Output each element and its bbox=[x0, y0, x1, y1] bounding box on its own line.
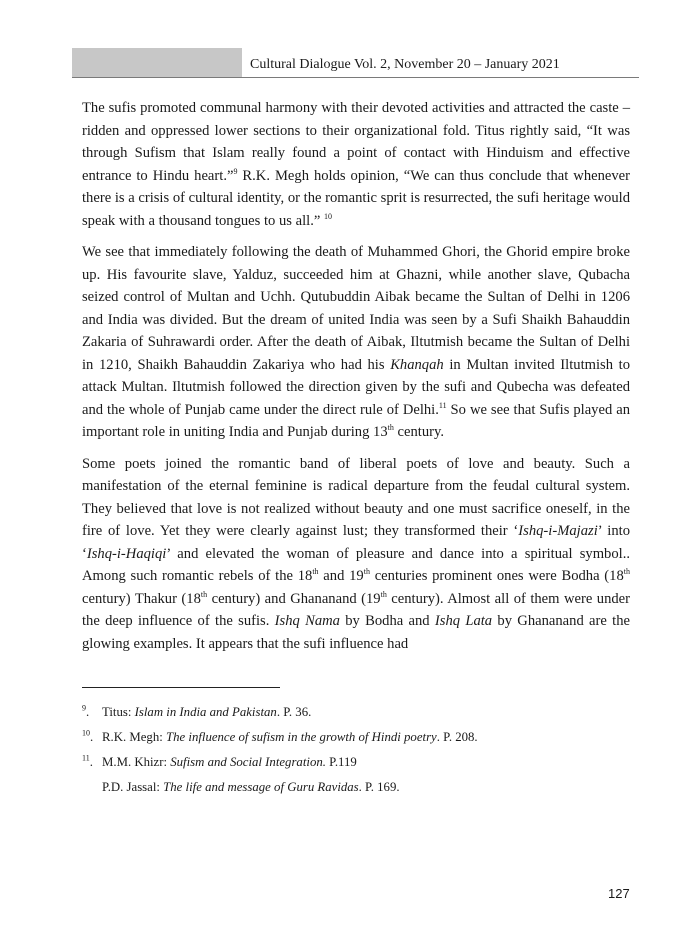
page-number: 127 bbox=[608, 886, 630, 901]
ordinal-suffix: th bbox=[623, 567, 630, 577]
article-body bbox=[82, 97, 630, 664]
footnote-author: R.K. Megh: bbox=[102, 730, 166, 744]
footnote-ref-10[interactable]: 10 bbox=[323, 211, 332, 221]
text-run: Some poets joined the romantic band of liberal poets of love and beauty. Such a manifestation of the eternal feminine is radical departure from the feudal cultural system. They believed that love is not realized without beauty and one must sacrifice oneself, in the fire of love. Yet they were clearly against lust; they transformed their ‘ bbox=[82, 455, 630, 539]
text-run: and 19 bbox=[318, 568, 364, 584]
footnote-number: 9 bbox=[82, 703, 86, 713]
ordinal-suffix: th bbox=[312, 567, 319, 577]
text-run: century) and Ghananand (19 bbox=[207, 590, 381, 607]
text-run: by Ghananand are the glowing examples. It appears that the sufi influence had bbox=[82, 613, 630, 652]
footnote-marker bbox=[82, 727, 102, 747]
footnote-title: Islam in India and Pakistan bbox=[134, 705, 277, 719]
footnote-11-continued bbox=[82, 777, 642, 802]
footnote-page: P.119 bbox=[325, 755, 357, 769]
text-run: R.K. Megh holds opinion, “We can thus conclude that whenever there is a crisis of cultural identity, or the romantic sprit is resurrected, the sufi heritage would speak with a thousand tongues to us all.” bbox=[82, 167, 631, 229]
footnotes bbox=[82, 702, 642, 802]
italic-title-ishq-lata: Ishq Lata bbox=[434, 613, 493, 629]
footnote-11 bbox=[82, 752, 642, 777]
footnote-ref-9[interactable]: 9 bbox=[233, 166, 238, 176]
text-run: ’ and elevated the woman of pleasure and dance into a spiritual symbol.. Among such romantic rebels of the 18 bbox=[82, 545, 630, 584]
running-header: Cultural Dialogue Vol. 2, November 20 – January 2021 bbox=[250, 57, 560, 72]
text-run: ’ into ‘ bbox=[82, 523, 630, 562]
text-run: by Bodha and bbox=[339, 613, 435, 629]
footnote-page: . P. 169. bbox=[358, 780, 400, 794]
italic-term-khanqah: Khanqah bbox=[390, 356, 444, 373]
paragraph-2 bbox=[82, 241, 630, 444]
footnote-separator-mark: . bbox=[89, 755, 93, 769]
footnote-separator bbox=[82, 687, 280, 688]
ordinal-suffix: th bbox=[363, 567, 370, 577]
footnote-marker bbox=[82, 752, 102, 772]
text-run: So we see that Sufis played an important role in uniting India and Punjab during 13 bbox=[82, 401, 630, 440]
footnote-author: P.D. Jassal: bbox=[102, 780, 164, 794]
italic-title-ishq-nama: Ishq Nama bbox=[274, 613, 340, 629]
footnote-number: 11 bbox=[82, 753, 90, 763]
footnote-9 bbox=[82, 702, 642, 727]
ordinal-suffix: th bbox=[380, 589, 387, 599]
text-run: century) Thakur (18 bbox=[82, 590, 201, 607]
italic-term-ishq-i-haqiqi: Ishq-i-Haqiqi bbox=[86, 545, 167, 562]
header-rule bbox=[72, 77, 639, 78]
footnote-title: The life and message of Guru Ravidas bbox=[163, 780, 359, 794]
footnote-title: Sufism and Social Integration. bbox=[170, 755, 326, 769]
footnote-author: Titus: bbox=[102, 705, 135, 719]
footnote-number: 10 bbox=[82, 728, 90, 738]
text-run: centuries prominent ones were Bodha (18 bbox=[369, 568, 624, 584]
text-run: in Multan invited Iltutmish to attack Multan. Iltutmish followed the direction given by the sufi and Qubecha was defeated and the whole of Punjab came under the direct rule of Delhi. bbox=[82, 356, 631, 418]
paragraph-3 bbox=[82, 453, 630, 656]
footnote-title: The influence of sufism in the growth of Hindi poetry bbox=[166, 730, 437, 744]
footnote-ref-11[interactable]: 11 bbox=[438, 400, 447, 410]
text-run: century. bbox=[393, 424, 444, 440]
footnote-author: M.M. Khizr: bbox=[102, 755, 171, 769]
text-run: The sufis promoted communal harmony with their devoted activities and attracted the caste – ridden and oppressed lower sections to their organizational fold. Titus rightly said, “It was through Sufism that Islam really found a point of contact with Hinduism and effective entrance to Hindu heart.” bbox=[82, 100, 630, 184]
ordinal-suffix: th bbox=[200, 589, 208, 599]
footnote-marker bbox=[82, 702, 102, 722]
ordinal-suffix: th bbox=[387, 423, 394, 433]
footnote-separator-mark: . bbox=[86, 705, 90, 719]
text-run: We see that immediately following the death of Muhammed Ghori, the Ghorid empire broke up. His favourite slave, Yalduz, succeeded him at Ghazni, while another slave, Qubacha seized control of Multan and Uchh. Qutubuddin Aibak became the Sultan of Delhi in 1206 and India was divided. But the dream of united India was seen by a Sufi Shaikh Bahauddin Zakaria of Suhrawardi order. After the death of Aibak, Iltutmish became the Sultan of Delhi in 1210, Shaikh Bahauddin Zakariya who had his bbox=[82, 244, 630, 373]
footnote-page: . P. 208. bbox=[436, 730, 478, 744]
footnote-separator-mark: . bbox=[90, 730, 94, 744]
header-shade-block bbox=[72, 48, 242, 77]
footnote-10 bbox=[82, 727, 642, 752]
text-run: century). Almost all of them were under the deep influence of the sufis. bbox=[82, 590, 631, 629]
paragraph-1 bbox=[82, 97, 630, 232]
footnote-page: . P. 36. bbox=[276, 705, 312, 719]
italic-term-ishq-i-majazi: Ishq-i-Majazi bbox=[518, 523, 598, 539]
